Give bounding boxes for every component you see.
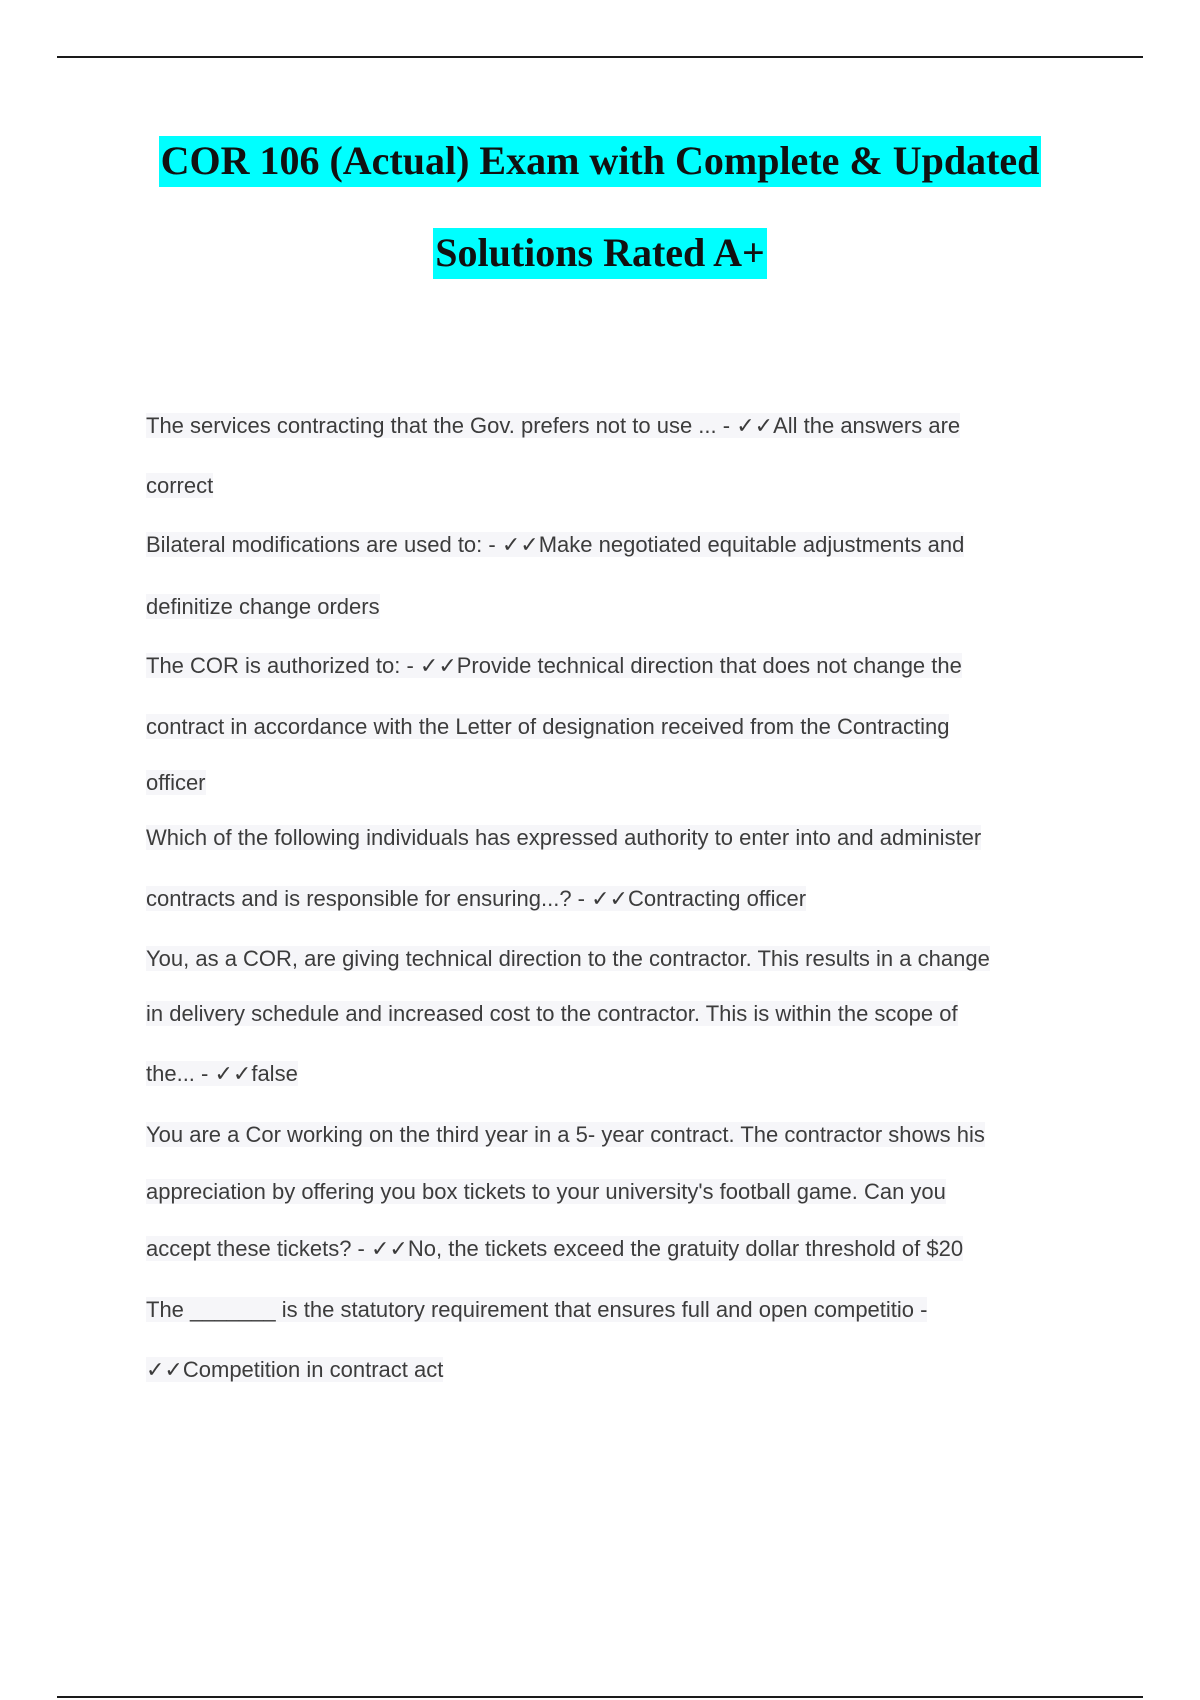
qa-text: the... - ✓✓false bbox=[146, 1061, 298, 1086]
qa-text: The services contracting that the Gov. prefers not to use ... - ✓✓All the answers are bbox=[146, 413, 961, 438]
qa-text: definitize change orders bbox=[146, 594, 380, 619]
qa-text: You, as a COR, are giving technical direction to the contractor. This results in a change bbox=[146, 946, 990, 971]
qa-text: in delivery schedule and increased cost to the contractor. This is within the scope of bbox=[146, 1001, 958, 1026]
title-text-2: Solutions Rated A+ bbox=[433, 228, 767, 279]
qa-line bbox=[146, 589, 384, 625]
qa-line bbox=[146, 996, 962, 1032]
qa-text: contract in accordance with the Letter of designation received from the Contracting bbox=[146, 714, 950, 739]
qa-text: contracts and is responsible for ensuring...? - ✓✓Contracting officer bbox=[146, 886, 807, 911]
qa-text: appreciation by offering you box tickets to your university's football game. Can you bbox=[146, 1179, 946, 1204]
qa-text: The _______ is the statutory requirement that ensures full and open competitio - bbox=[146, 1297, 928, 1322]
qa-line bbox=[146, 1117, 989, 1153]
qa-text: accept these tickets? - ✓✓No, the tickets exceed the gratuity dollar threshold of $20 bbox=[146, 1236, 964, 1261]
top-rule bbox=[57, 56, 1143, 58]
qa-line bbox=[146, 1056, 302, 1092]
qa-text: Bilateral modifications are used to: - ✓✓Make negotiated equitable adjustments and bbox=[146, 532, 965, 557]
qa-line bbox=[146, 408, 964, 444]
document-title bbox=[0, 136, 1200, 278]
qa-line bbox=[146, 527, 968, 563]
qa-text: You are a Cor working on the third year in a 5- year contract. The contractor shows his bbox=[146, 1122, 985, 1147]
title-line-2 bbox=[0, 228, 1200, 278]
qa-line bbox=[146, 881, 810, 917]
qa-text: correct bbox=[146, 473, 214, 498]
qa-line bbox=[146, 709, 953, 745]
qa-text: The COR is authorized to: - ✓✓Provide technical direction that does not change the bbox=[146, 653, 962, 678]
qa-line bbox=[146, 1174, 950, 1210]
qa-line bbox=[146, 1352, 447, 1388]
qa-line bbox=[146, 1231, 967, 1267]
qa-line bbox=[146, 468, 217, 504]
qa-line bbox=[146, 648, 966, 684]
qa-text: officer bbox=[146, 770, 206, 795]
qa-line bbox=[146, 1292, 931, 1328]
qa-line bbox=[146, 820, 985, 856]
qa-text: ✓✓Competition in contract act bbox=[146, 1357, 444, 1382]
qa-line bbox=[146, 941, 994, 977]
title-line-1 bbox=[0, 136, 1200, 186]
qa-line bbox=[146, 765, 210, 801]
title-text-1: COR 106 (Actual) Exam with Complete & Updated bbox=[159, 136, 1042, 187]
bottom-rule bbox=[57, 1696, 1143, 1698]
qa-text: Which of the following individuals has expressed authority to enter into and administer bbox=[146, 825, 982, 850]
